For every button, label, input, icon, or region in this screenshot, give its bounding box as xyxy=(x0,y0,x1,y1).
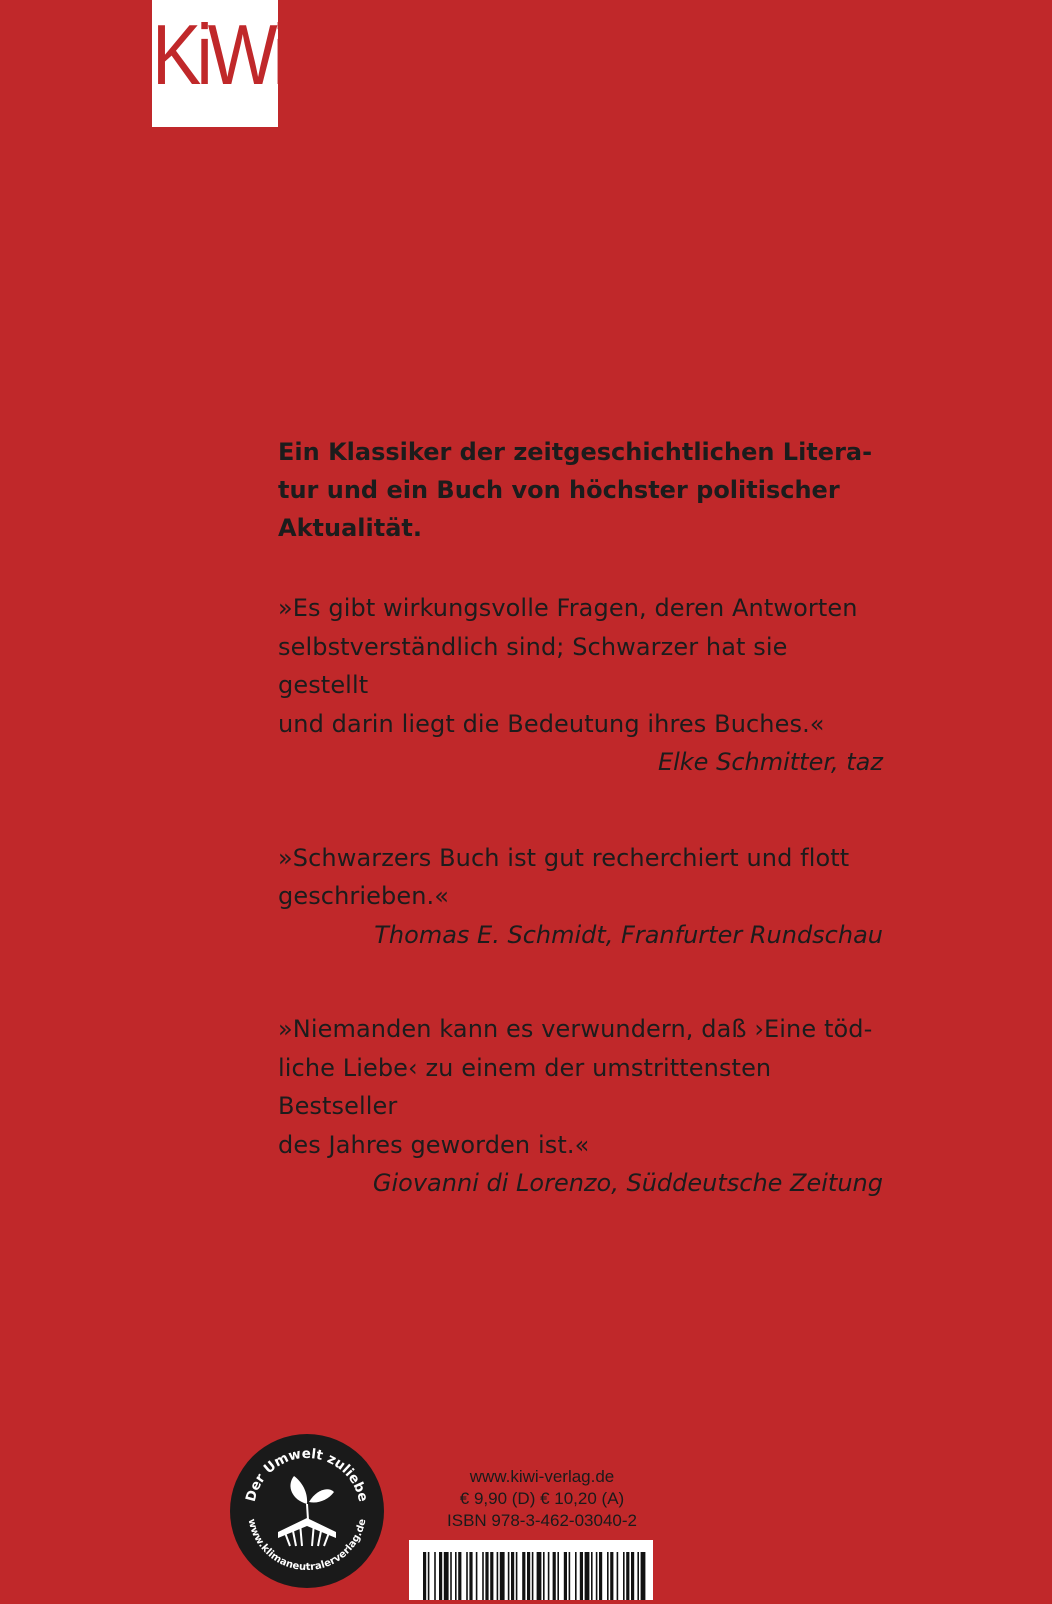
quote-line: »Niemanden kann es verwundern, daß ›Eine töd- xyxy=(278,1015,873,1043)
leaf-book-icon xyxy=(278,1476,336,1546)
climate-neutral-seal xyxy=(230,1434,384,1588)
quote-line: des Jahres geworden ist.« xyxy=(278,1130,590,1159)
back-cover-text xyxy=(278,433,883,1203)
headline-line: Aktualität. xyxy=(278,514,422,542)
quote-line: selbstverständlich sind; Schwarzer hat sie gestellt xyxy=(278,632,788,699)
quote-attribution: Thomas E. Schmidt, Franfurter Rundschau xyxy=(374,920,883,949)
review-quote xyxy=(278,589,883,782)
publisher-logo xyxy=(152,0,285,127)
quote-attribution: Giovanni di Lorenzo, Süddeutsche Zeitung xyxy=(372,1169,883,1197)
seal-top-text: Der Umwelt zuliebe xyxy=(242,1445,372,1504)
review-quote xyxy=(278,839,883,955)
isbn-barcode xyxy=(409,1540,653,1600)
quote-line: »Es gibt wirkungsvolle Fragen, deren Antworten xyxy=(278,594,858,622)
quote-line: und darin liegt die Bedeutung ihres Buches.« xyxy=(278,709,825,738)
quote-line: liche Liebe‹ zu einem der umstrittensten Bestseller xyxy=(278,1053,772,1120)
seal-graphic xyxy=(230,1434,384,1588)
publisher-url: www.kiwi-verlag.de xyxy=(469,1467,615,1486)
headline-line: tur und ein Buch von höchster politischer xyxy=(278,476,840,504)
isbn: ISBN 978-3-462-03040-2 xyxy=(447,1511,637,1530)
logo-text: KiWi xyxy=(152,6,285,103)
quote-line: geschrieben.« xyxy=(278,882,450,910)
imprint-block xyxy=(437,1466,647,1532)
headline-line: Ein Klassiker der zeitgeschichtlichen Litera- xyxy=(278,438,873,466)
barcode-bars xyxy=(409,1540,653,1600)
quote-line: »Schwarzers Buch ist gut recherchiert und flott xyxy=(278,843,850,872)
price: € 9,90 (D) € 10,20 (A) xyxy=(459,1489,625,1508)
seal-bottom-text: www.klimaneutralerverlag.de xyxy=(245,1517,369,1574)
review-quote xyxy=(278,1010,883,1203)
quote-attribution: Elke Schmitter, taz xyxy=(657,748,883,776)
headline xyxy=(278,433,883,547)
